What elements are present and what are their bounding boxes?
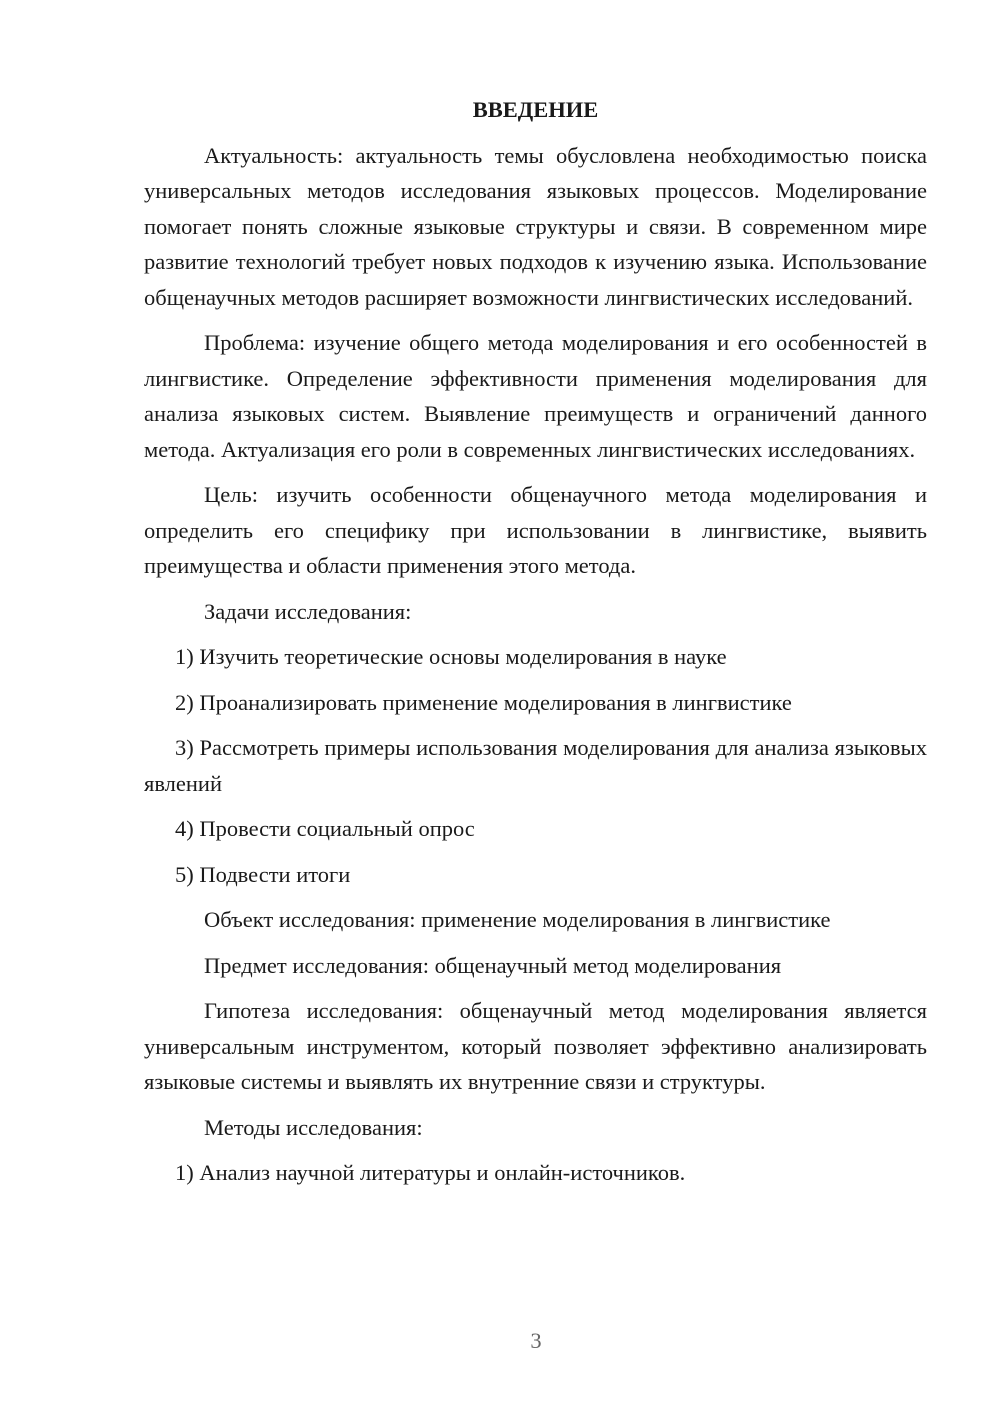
page-number: 3 — [530, 1328, 542, 1353]
paragraph-hypothesis: Гипотеза исследования: общенаучный метод моделирования является универсальным инструментом, который позволяет эффективно анализировать языковые системы и выявлять их внутренние связи и структуры. — [144, 998, 927, 1094]
methods-heading: Методы исследования: — [204, 1114, 423, 1140]
research-subject: Предмет исследования: общенаучный метод моделирования — [204, 952, 782, 978]
paragraph-relevance: Актуальность: актуальность темы обусловлена необходимостью поиска универсальных методов исследования языковых процессов. Моделирование помогает понять сложные языковые структуры и связи. В современном мире развитие технологий требует новых подходов к изучению языка. Использование общенаучных методов расширяет возможности лингвистических исследований. — [144, 142, 927, 310]
page-content — [144, 92, 927, 1201]
research-object: Объект исследования: применение моделирования в лингвистике — [204, 907, 831, 932]
task-item: 3) Рассмотреть примеры использования моделирования для анализа языковых явлений — [144, 735, 927, 796]
task-item: 2) Проанализировать применение моделирования в лингвистике — [175, 689, 792, 715]
task-item: 4) Провести социальный опрос — [175, 816, 475, 841]
tasks-heading: Задачи исследования: — [204, 598, 412, 624]
paragraph-problem: Проблема: изучение общего метода моделирования и его особенностей в лингвистике. Определение эффективности применения моделирования для анализа языковых систем. Выявление преимуществ и ограничений данного метода. Актуализация его роли в современных лингвистических исследованиях. — [144, 330, 927, 462]
paragraph-goal: Цель: изучить особенности общенаучного метода моделирования и определить его специфику при использовании в лингвистике, выявить преимущества и области применения этого метода. — [144, 482, 927, 578]
method-item: 1) Анализ научной литературы и онлайн-источников. — [175, 1160, 686, 1185]
task-item: 5) Подвести итоги — [175, 861, 351, 887]
task-item: 1) Изучить теоретические основы моделирования в науке — [175, 644, 727, 669]
section-title: ВВЕДЕНИЕ — [472, 97, 599, 122]
